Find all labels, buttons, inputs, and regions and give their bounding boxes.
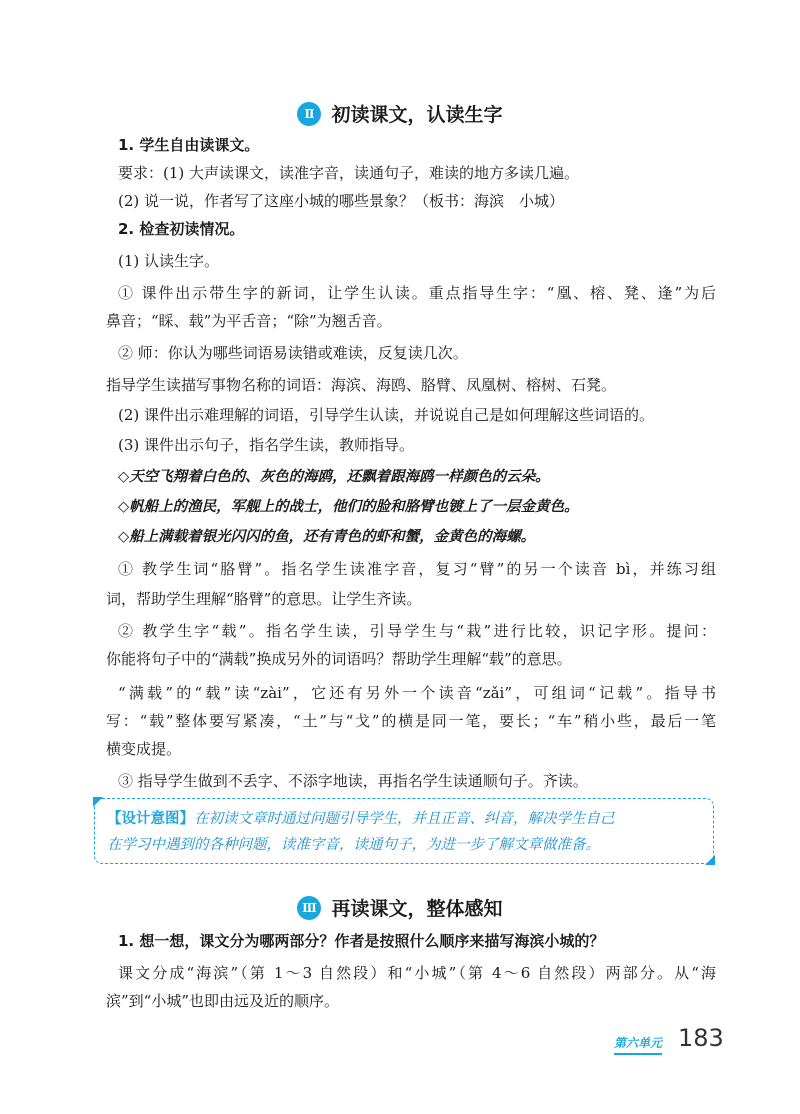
section-3-heading (0, 894, 800, 921)
section-2-title: 初读课文，认读生字 (331, 104, 503, 126)
text-line: ② 教学生字“载”。指名学生读，引导学生与“栽”进行比较，识记字形。提问： (118, 622, 716, 640)
design-intent-line-1 (107, 808, 703, 830)
design-intent-box (94, 798, 714, 864)
text-line: (1) 认读生字。 (118, 252, 220, 270)
text-line: (2) 课件出示难理解的词语，引导学生认读，并说说自己是如何理解这些词语的。 (118, 406, 655, 424)
text-line: 你能将句子中的“满载”换成另外的词语吗？帮助学生理解“载”的意思。 (106, 650, 572, 668)
text-line: 横变成提。 (106, 740, 182, 758)
text-line: 词，帮助学生理解“胳臂”的意思。让学生齐读。 (106, 590, 422, 608)
unit-label: 第六单元 (614, 1034, 662, 1055)
text-line: (2) 说一说，作者写了这座小城的哪些景象？（板书：海滨 小城） (118, 192, 565, 210)
text-line: ① 课件出示带生字的新词，让学生认读。重点指导生字：“凰、榕、凳、逢”为后 (118, 284, 716, 302)
text-line: 指导学生读描写事物名称的词语：海滨、海鸥、胳臂、凤凰树、榕树、石凳。 (106, 376, 617, 394)
text-line: ② 师：你认为哪些词语易读错或难读，反复读几次。 (118, 344, 468, 362)
text-line: ① 教学生词“胳臂”。指名学生读准字音，复习“臂”的另一个读音 bì，并练习组 (118, 560, 716, 578)
quote-sentence: ◇帆船上的渔民，军舰上的战士，他们的脸和胳臂也镀上了一层金黄色。 (118, 498, 579, 515)
quote-sentence: ◇船上满载着银光闪闪的鱼，还有青色的虾和蟹，金黄色的海螺。 (118, 528, 536, 545)
box-corner-decoration (93, 797, 103, 807)
quote-sentence: ◇天空飞翔着白色的、灰色的海鸥，还飘着跟海鸥一样颜色的云朵。 (118, 468, 550, 485)
text-line: 写：“载”整体要写紧凑，“土”与“戈”的横是同一笔，要长；“车”稍小些，最后一笔 (106, 712, 716, 730)
box-corner-decoration (705, 855, 715, 865)
text-line: “满载”的“载”读“zài”，它还有另外一个读音“zǎi”，可组词“记载”。指导书 (118, 684, 716, 702)
text-line: (3) 课件出示句子，指名学生读，教师指导。 (118, 436, 415, 454)
section-2-badge: Ⅱ (297, 102, 321, 126)
step-2-heading: 2. 检查初读情况。 (118, 220, 245, 238)
design-intent-line-2: 在学习中遇到的各种问题，读准字音，读通句子，为进一步了解文章做准备。 (107, 837, 600, 853)
text-line: 要求：(1) 大声读课文，读准字音，读通句子，难读的地方多读几遍。 (118, 164, 580, 182)
text-line: ③ 指导学生做到不丢字、不添字地读，再指名学生读通顺句子。齐读。 (118, 772, 588, 790)
text-line: 课文分成“海滨”（第 1～3 自然段）和“小城”（第 4～6 自然段）两部分。从“海 (118, 964, 716, 982)
text-line: 鼻音；“睬、载”为平舌音；“除”为翘舌音。 (106, 312, 392, 330)
section-3-badge: Ⅲ (297, 896, 321, 920)
design-intent-tag: 【设计意图】 (107, 811, 194, 827)
page-number: 183 (678, 1024, 724, 1052)
design-intent-text: 在初读文章时通过问题引导学生，并且正音、纠音，解决学生自己 (194, 811, 615, 827)
step-1-heading: 1. 学生自由读课文。 (118, 136, 260, 154)
question-heading: 1. 想一想，课文分为哪两部分？作者是按照什么顺序来描写海滨小城的？ (118, 932, 605, 950)
section-3-title: 再读课文，整体感知 (331, 898, 503, 920)
section-2-heading (0, 100, 800, 127)
text-line: 滨”到“小城”也即由远及近的顺序。 (106, 992, 340, 1010)
